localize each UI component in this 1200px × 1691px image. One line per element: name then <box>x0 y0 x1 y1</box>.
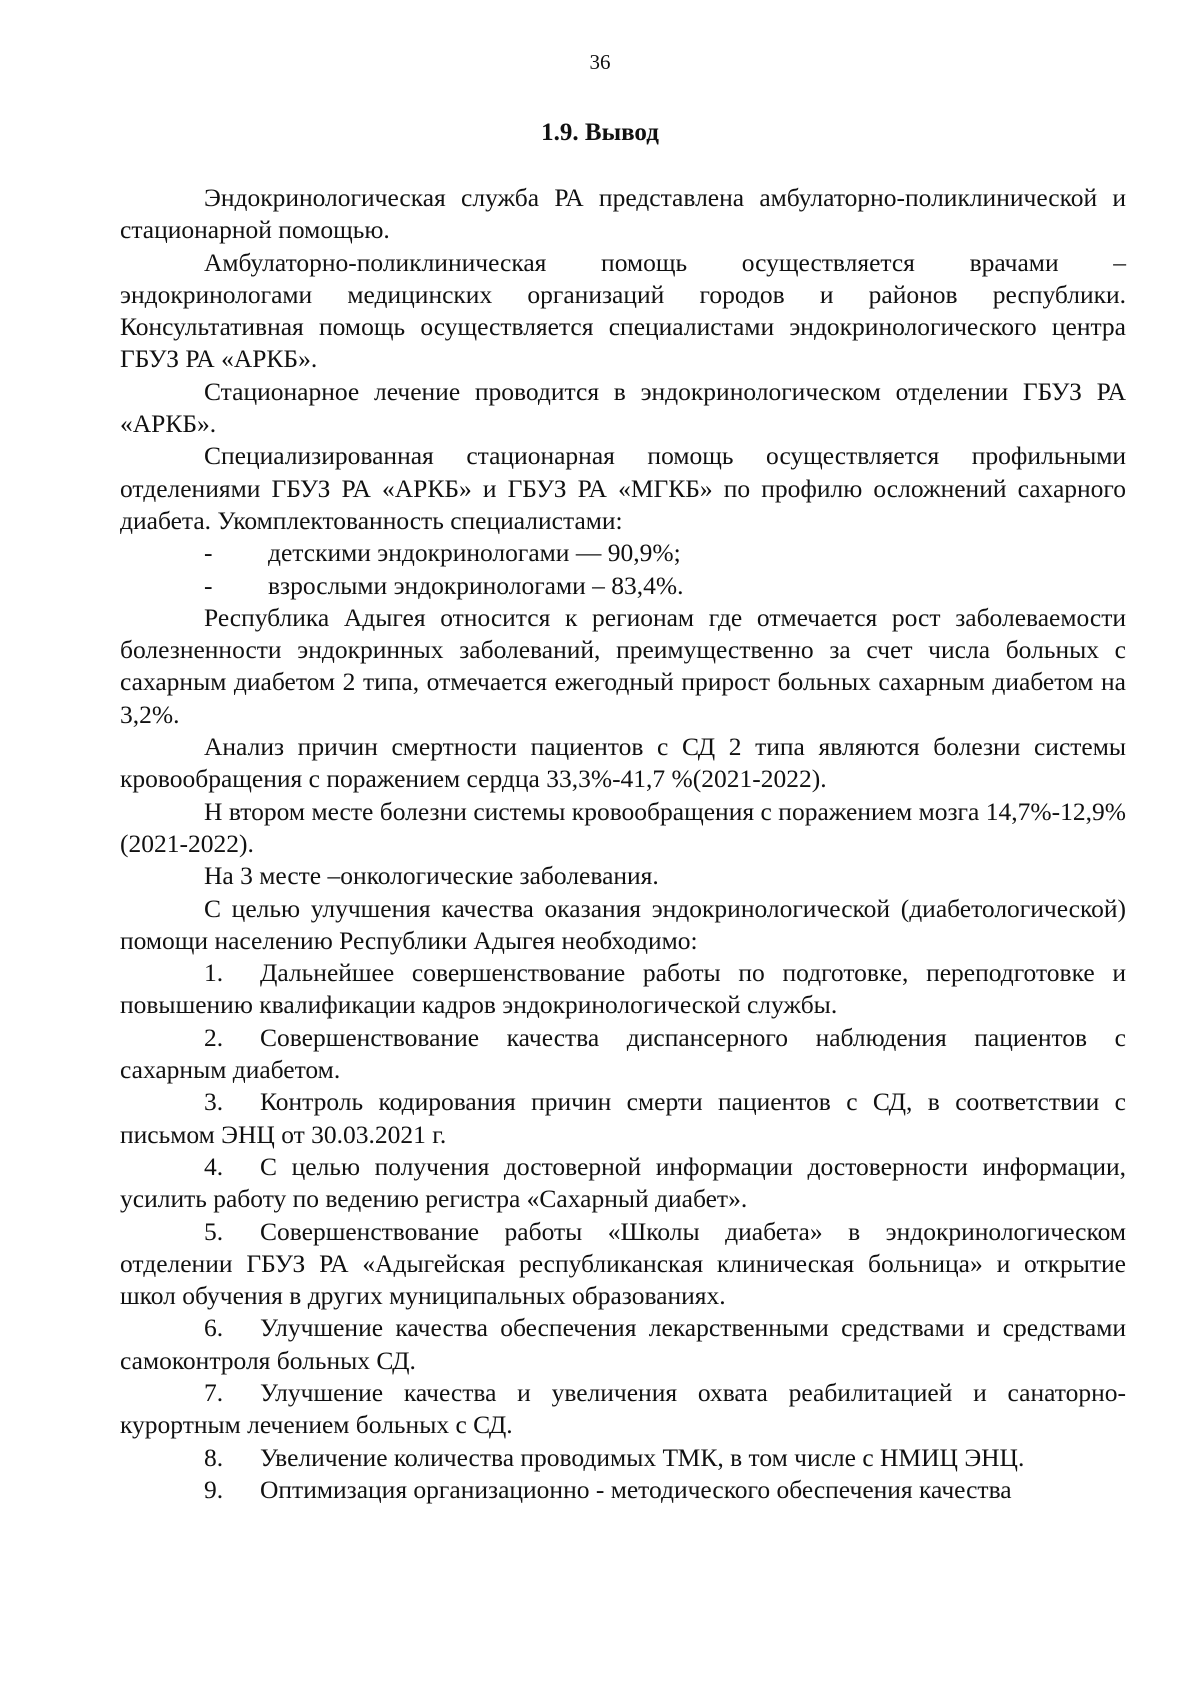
paragraph: Специализированная стационарная помощь осуществляется профильными отделениями ГБУЗ РА «АРКБ» и ГБУЗ РА «МГКБ» по профилю осложнений сахарного диабета. Укомплектованность специалистами: <box>120 441 1126 535</box>
measure-item <box>120 1442 1126 1474</box>
measure-number: 4. <box>204 1151 224 1181</box>
measure-text: Дальнейшее совершенствование работы по подготовке, переподготовке и повышению квалификации кадров эндокринологической службы. <box>120 958 1126 1020</box>
measure-number: 2. <box>204 1022 224 1052</box>
paragraph: На 3 месте –онкологические заболевания. <box>204 861 659 891</box>
measure-number: 8. <box>204 1442 224 1472</box>
measure-number: 5. <box>204 1216 224 1246</box>
paragraph: Н втором месте болезни системы кровообращения с поражением мозга 14,7%-12,9% (2021-2022). <box>120 796 1126 858</box>
paragraph: Амбулаторно-поликлиническая помощь осуществляется врачами – эндокринологами медицинских организаций городов и районов республики. Консультативная помощь осуществляется специалистами эндокринологического центра ГБУЗ РА «АРКБ». <box>120 247 1126 374</box>
measure-item <box>120 1022 1126 1087</box>
measure-item <box>120 957 1126 1022</box>
measure-number: 6. <box>204 1313 224 1343</box>
staffing-item <box>120 537 1126 569</box>
measure-text: С целью получения достоверной информации достоверности информации, усилить работу по ведению регистра «Сахарный диабет». <box>120 1151 1126 1214</box>
measure-text: Улучшение качества и увеличения охвата реабилитацией и санаторно-курортным лечением больных с СД. <box>120 1377 1126 1440</box>
measure-item <box>120 1216 1126 1313</box>
measure-text: Совершенствование качества диспансерного наблюдения пациентов с сахарным диабетом. <box>120 1022 1126 1085</box>
paragraph: Республика Адыгея относится к регионам где отмечается рост заболеваемости болезненности эндокринных заболеваний, преимущественно за счет числа больных с сахарным диабетом 2 типа, отмечается ежегодный прирост больных сахарным диабетом на 3,2%. <box>120 602 1126 729</box>
section-title: 1.9. Вывод <box>541 119 659 146</box>
measure-text: Совершенствование работы «Школы диабета» в эндокринологическом отделении ГБУЗ РА «Адыгейская республиканская клиническая больница» и открытие школ обучения в других муниципальных образованиях. <box>120 1216 1126 1311</box>
page-number: 36 <box>589 50 611 74</box>
staffing-text: детскими эндокринологами — 90,9%; <box>268 538 681 568</box>
document-body <box>120 182 1126 1506</box>
measure-item <box>120 1312 1126 1377</box>
measure-number: 3. <box>204 1087 224 1117</box>
paragraph: Стационарное лечение проводится в эндокринологическом отделении ГБУЗ РА «АРКБ». <box>120 376 1126 439</box>
list-dash: - <box>204 538 213 568</box>
measure-number: 9. <box>204 1474 224 1504</box>
measure-item <box>120 1474 1126 1506</box>
paragraph: Эндокринологическая служба РА представлена амбулаторно-поликлинической и стационарной помощью. <box>120 183 1126 245</box>
paragraph: С целью улучшения качества оказания эндокринологической (диабетологической) помощи населению Республики Адыгея необходимо: <box>120 893 1126 955</box>
measure-number: 7. <box>204 1377 224 1407</box>
measure-text: Контроль кодирования причин смерти пациентов с СД, в соответствии с письмом ЭНЦ от 30.03.2021 г. <box>120 1087 1126 1149</box>
measure-text: Оптимизация организационно - методического обеспечения качества <box>260 1474 1012 1504</box>
measure-text: Увеличение количества проводимых ТМК, в том числе с НМИЦ ЭНЦ. <box>260 1442 1025 1472</box>
measure-item <box>120 1086 1126 1151</box>
measure-number: 1. <box>204 958 224 988</box>
measure-item <box>120 1151 1126 1216</box>
staffing-item <box>120 570 1126 602</box>
measure-item <box>120 1377 1126 1442</box>
paragraph: Анализ причин смертности пациентов с СД 2 типа являются болезни системы кровообращения с поражением сердца 33,3%-41,7 %(2021-2022). <box>120 732 1126 794</box>
list-dash: - <box>204 570 213 600</box>
measure-text: Улучшение качества обеспечения лекарственными средствами и средствами самоконтроля больных СД. <box>120 1313 1126 1375</box>
staffing-text: взрослыми эндокринологами – 83,4%. <box>268 570 684 600</box>
